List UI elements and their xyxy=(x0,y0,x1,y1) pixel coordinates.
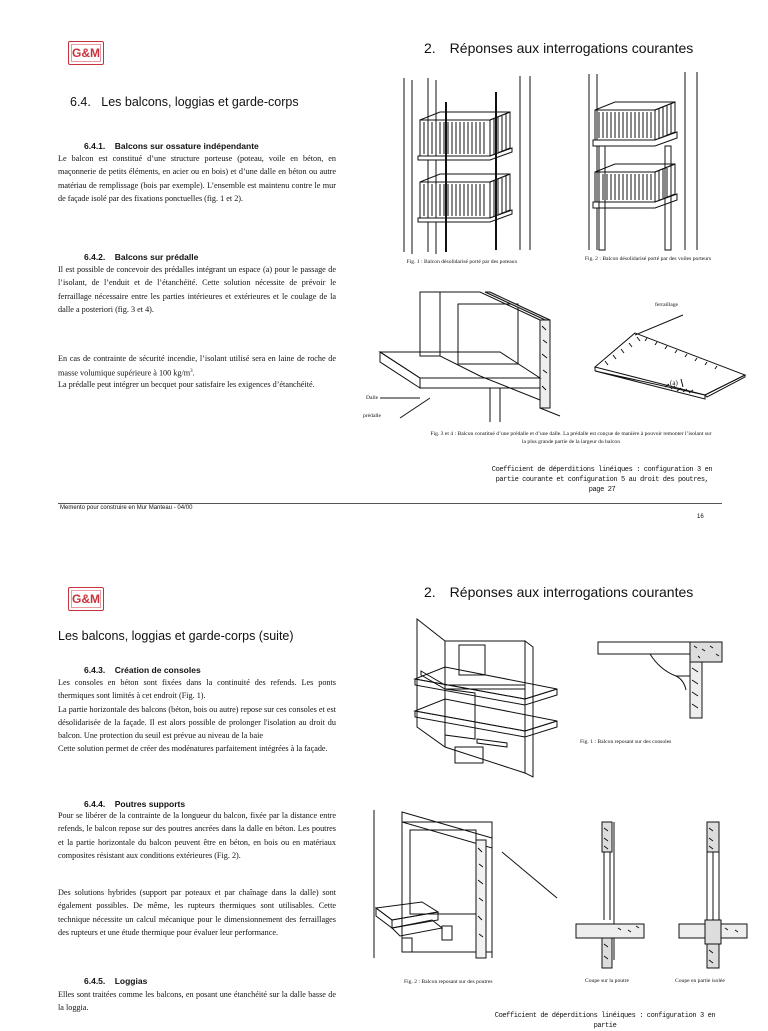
label-predalle: prédalle xyxy=(363,413,382,419)
chapter-heading: 2. Réponses aux interrogations courantes xyxy=(424,40,694,56)
subsection-title: 6.4.1. Balcons sur ossature indépendante xyxy=(84,141,259,151)
insulated-section-drawing xyxy=(677,820,749,970)
label-dalle: Dalle xyxy=(366,395,379,401)
console-balcony-lower xyxy=(415,699,557,747)
balcony-on-walls-drawing xyxy=(585,70,715,255)
chapter-heading: 2. Réponses aux interrogations courantes xyxy=(424,584,694,600)
paragraph: Des solutions hybrides (support par poteaux et par chaînage dans la dalle) sont également possibles. De même, les rupteurs thermiques sont utilisables. Cette technique nécessite un calcul mécanique pour le dimensionnement des ferraillages des rupteurs et une étude thermique pour évaluer leur performance. xyxy=(58,888,336,937)
paragraph: En cas de contrainte de sécurité incendie, l’isolant utilisé sera en laine de roche de masse volumique supérieure à 100 $kg/m^3$. xyxy=(58,354,336,379)
balcony-lower xyxy=(593,164,677,208)
subsection-title: 6.4.4. Poutres supports xyxy=(84,799,186,809)
logo: G&M xyxy=(68,587,104,611)
footer-rule xyxy=(58,503,722,504)
subsection-title: 6.4.3. Création de consoles xyxy=(84,665,201,675)
figure-caption: Fig. 3 et 4 : Balcon constitué d’une prédalle et d’une dalle. La prédalle est conçue de manière à pouvoir remonter l’isolant sur la plus grande partie de la largeur du balcon xyxy=(430,431,712,445)
balcony-upper xyxy=(593,102,677,146)
subsection-title: 6.4.5. Loggias xyxy=(84,976,148,986)
paragraph: Elles sont traitées comme les balcons, en posant une étanchéité sur la dalle basse de la loggia. xyxy=(58,990,336,1013)
subsection-title: 6.4.2. Balcons sur prédalle xyxy=(84,252,199,262)
coefficient-note: Coefficient de déperditions linéiques : configuration 3 en partie courante et configuration 5 au droit des poutres, page 27 xyxy=(491,466,713,494)
paragraph: Les consoles en béton sont fixées dans la continuité des refends. Les ponts thermiques sont limités à cet endroit (Fig. 1). La partie horizontale des balcons (béton, bois ou autre) repose sur ces consoles et est désolidarisée de la façade. Il est alors possible de prolonger l'isolation au droit du balcon. Une protection du seuil est prévue au niveau de la baie Cette solution permet de créer des modénatures parfaitement intégrées à la façade. xyxy=(58,678,336,754)
paragraph: Le balcon est constitué d’une structure porteuse (poteau, voile en béton, en maçonnerie de petits éléments, en acier ou en bois) et d’une dalle en béton ou autre matériau de remplissage (bois par exemple). L’ensemble est maintenu contre le mur de façade isolé par des fixations ponctuelles (fig. 1 et 2). xyxy=(58,154,336,203)
section-caption-beam: Coupe sur la poutre xyxy=(585,978,629,984)
figure-caption: Fig. 1 : Balcon reposant sur des consoles xyxy=(580,739,672,745)
coefficient-note: Coefficient de déperditions linéiques : configuration 3 en partie xyxy=(494,1012,716,1030)
figure-caption: Fig. 2 : Balcon désolidarisé porté par des voiles porteurs xyxy=(584,256,712,262)
section-title: Les balcons, loggias et garde-corps (suite) xyxy=(58,629,294,643)
balcony-on-columns-drawing xyxy=(390,72,550,257)
paragraph-text: En cas de contrainte de sécurité incendie, l’isolant utilisé sera en laine de roche de masse volumique supérieure à 100 kg/m xyxy=(58,354,336,379)
balcony-on-consoles-drawing xyxy=(415,617,560,777)
footer-text: Memento pour construire en Mur Manteau - 04/00 xyxy=(60,505,193,511)
balcony-on-beams-drawing xyxy=(372,808,562,968)
console-section-drawing xyxy=(596,640,726,720)
logo: G&M xyxy=(68,41,104,65)
section-caption-insulated: Coupe en partie isolée xyxy=(675,978,725,984)
page-number: 16 xyxy=(697,514,704,520)
predalle-balcony-drawing xyxy=(360,290,590,430)
beam-section-drawing xyxy=(574,820,646,970)
figure-caption: Fig. 1 : Balcon désolidarisé porté par des poteaux xyxy=(406,259,518,265)
console-balcony-upper xyxy=(415,667,557,705)
figure-caption: Fig. 2 : Balcon reposant sur des poutres xyxy=(404,979,493,985)
paragraph: Pour se libérer de la contrainte de la longueur du balcon, fixée par la distance entre refends, le balcon repose sur des poutres ancrées dans la dalle en béton. Les poutres et la partie horizontale du balcon peuvent être en béton, en bois ou en matériaux composites résistant aux conditions extérieures (Fig. 2). xyxy=(58,811,336,860)
balcony-railing-upper xyxy=(418,112,512,160)
label-a: (a) xyxy=(670,379,678,387)
section-title: 6.4. Les balcons, loggias et garde-corps xyxy=(70,95,299,109)
label-ferraillage: ferraillage xyxy=(655,302,678,308)
paragraph: La prédalle peut intégrer un becquet pour satisfaire les exigences d’étanchéité. xyxy=(58,380,315,389)
paragraph: Il est possible de concevoir des prédalles intégrant un espace (a) pour le passage de l’isolant, de l’enduit et de l’étanchéité. Cette solution nécessite de prévoir le ferraillage nécessaire entre les parties intérieures et extérieures et le coulage de la dalle a posteriori (fig. 3 et 4). xyxy=(58,265,336,314)
balcony-railing-lower xyxy=(418,174,512,222)
